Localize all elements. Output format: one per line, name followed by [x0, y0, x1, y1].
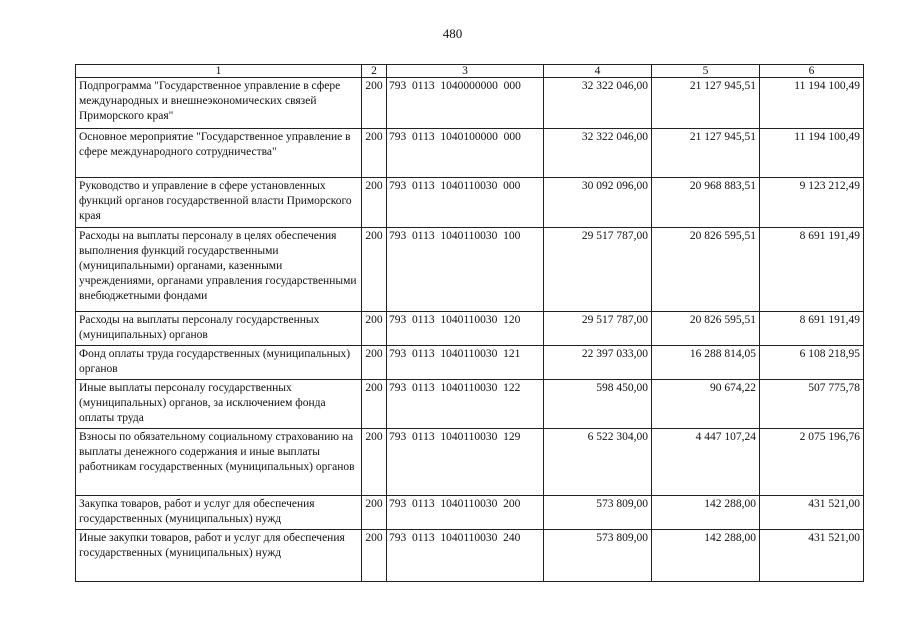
- row-value-6: 507 775,78: [760, 380, 864, 429]
- col-header-4: 4: [544, 65, 652, 78]
- row-value-6: 9 123 212,49: [760, 178, 864, 228]
- row-code-2: 200: [362, 346, 387, 380]
- table-row: [76, 496, 864, 530]
- row-value-6: 11 194 100,49: [760, 78, 864, 129]
- row-code-2: 200: [362, 228, 387, 312]
- row-name: Фонд оплаты труда государственных (муниципальных) органов: [76, 346, 362, 380]
- row-value-6: 431 521,00: [760, 496, 864, 530]
- row-code-2: 200: [362, 178, 387, 228]
- row-value-6: 2 075 196,76: [760, 429, 864, 496]
- row-name: Закупка товаров, работ и услуг для обеспечения государственных (муниципальных) нужд: [76, 496, 362, 530]
- row-value-4: 573 809,00: [544, 530, 652, 582]
- row-value-4: 30 092 096,00: [544, 178, 652, 228]
- row-value-4: 22 397 033,00: [544, 346, 652, 380]
- row-name: Расходы на выплаты персоналу государственных (муниципальных) органов: [76, 312, 362, 346]
- row-code-3: 793 0113 1040110030 129: [387, 429, 544, 496]
- row-value-6: 11 194 100,49: [760, 129, 864, 178]
- table-row: [76, 429, 864, 496]
- row-value-4: 6 522 304,00: [544, 429, 652, 496]
- row-value-5: 20 968 883,51: [652, 178, 760, 228]
- row-value-5: 21 127 945,51: [652, 129, 760, 178]
- row-value-4: 29 517 787,00: [544, 228, 652, 312]
- row-code-2: 200: [362, 380, 387, 429]
- table-row: [76, 78, 864, 129]
- row-value-5: 16 288 814,05: [652, 346, 760, 380]
- row-name: Основное мероприятие "Государственное управление в сфере международного сотрудничества": [76, 129, 362, 178]
- table-row: [76, 178, 864, 228]
- row-code-3: 793 0113 1040110030 240: [387, 530, 544, 582]
- row-code-3: 793 0113 1040110030 100: [387, 228, 544, 312]
- table-row: [76, 228, 864, 312]
- row-value-6: 431 521,00: [760, 530, 864, 582]
- table-row: [76, 530, 864, 582]
- row-value-5: 142 288,00: [652, 496, 760, 530]
- row-value-4: 598 450,00: [544, 380, 652, 429]
- row-value-5: 4 447 107,24: [652, 429, 760, 496]
- row-code-3: 793 0113 1040100000 000: [387, 129, 544, 178]
- row-code-2: 200: [362, 312, 387, 346]
- row-code-3: 793 0113 1040110030 000: [387, 178, 544, 228]
- row-value-5: 90 674,22: [652, 380, 760, 429]
- budget-table: [75, 64, 864, 582]
- row-code-2: 200: [362, 496, 387, 530]
- row-code-2: 200: [362, 530, 387, 582]
- table-row: [76, 346, 864, 380]
- row-value-4: 573 809,00: [544, 496, 652, 530]
- row-name: Руководство и управление в сфере установленных функций органов государственной власти Приморского края: [76, 178, 362, 228]
- row-value-5: 142 288,00: [652, 530, 760, 582]
- row-name: Расходы на выплаты персоналу в целях обеспечения выполнения функций государственными (муниципальными) органами, казенными учреждениями, органами управления государственными внебюджетными фондами: [76, 228, 362, 312]
- col-header-5: 5: [652, 65, 760, 78]
- row-value-6: 6 108 218,95: [760, 346, 864, 380]
- row-code-2: 200: [362, 129, 387, 178]
- page-number: 480: [442, 26, 463, 41]
- row-code-2: 200: [362, 78, 387, 129]
- row-name: Взносы по обязательному социальному страхованию на выплаты денежного содержания и иные выплаты работникам государственных (муниципальных) органов: [76, 429, 362, 496]
- row-name: Подпрограмма "Государственное управление в сфере международных и внешнеэкономических связей Приморского края": [76, 78, 362, 129]
- header-row: [76, 65, 864, 78]
- table-row: [76, 380, 864, 429]
- row-value-5: 21 127 945,51: [652, 78, 760, 129]
- table-row: [76, 129, 864, 178]
- row-value-5: 20 826 595,51: [652, 312, 760, 346]
- row-value-4: 32 322 046,00: [544, 78, 652, 129]
- row-code-3: 793 0113 1040000000 000: [387, 78, 544, 129]
- col-header-6: 6: [760, 65, 864, 78]
- row-code-3: 793 0113 1040110030 122: [387, 380, 544, 429]
- row-value-6: 8 691 191,49: [760, 312, 864, 346]
- row-value-4: 29 517 787,00: [544, 312, 652, 346]
- row-code-3: 793 0113 1040110030 120: [387, 312, 544, 346]
- row-code-3: 793 0113 1040110030 121: [387, 346, 544, 380]
- row-value-5: 20 826 595,51: [652, 228, 760, 312]
- row-value-6: 8 691 191,49: [760, 228, 864, 312]
- table-row: [76, 312, 864, 346]
- col-header-3: 3: [387, 65, 544, 78]
- row-name: Иные закупки товаров, работ и услуг для обеспечения государственных (муниципальных) нужд: [76, 530, 362, 582]
- row-value-4: 32 322 046,00: [544, 129, 652, 178]
- col-header-2: 2: [362, 65, 387, 78]
- row-code-3: 793 0113 1040110030 200: [387, 496, 544, 530]
- row-code-2: 200: [362, 429, 387, 496]
- col-header-1: 1: [76, 65, 362, 78]
- row-name: Иные выплаты персоналу государственных (муниципальных) органов, за исключением фонда оплаты труда: [76, 380, 362, 429]
